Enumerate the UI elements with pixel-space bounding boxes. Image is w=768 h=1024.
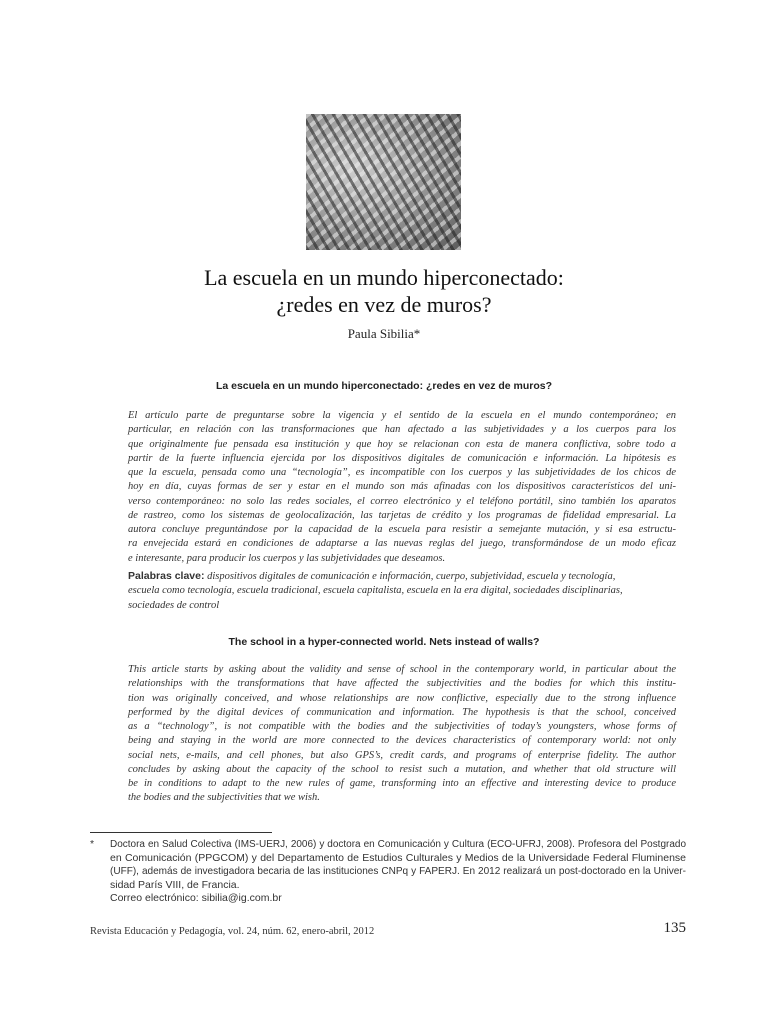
abstract-es-line: autora concluye preguntándose por la capacidad de la escuela para resistir a semejante mutación, y si esa estructu- — [128, 524, 676, 535]
footnote-line: (UFF), además de investigadora becaria de las instituciones CNPq y FAPERJ. En 2012 realizará un post-doctorado en la Univer- — [110, 866, 686, 877]
abstract-en-line: performed by the digital devices of communication and information. The hypothesis is that the school, conceived — [128, 706, 676, 718]
abstract-en-line: the bodies and the subjectivities that we wish. — [128, 792, 320, 804]
abstract-en-line: being and staying in the world are more connected to the devices characteristics of contemporary world: not only — [128, 735, 676, 747]
abstract-en-line: relationships with the transformations that have affected the subjectivities and the bodies for which this institu- — [128, 678, 676, 690]
author-name: Paula Sibilia* — [347, 326, 421, 341]
abstract-es-line: partir de la fuerte influencia ejercida por los dispositivos digitales de comunicación e información. La hipótesis es — [128, 452, 676, 464]
abstract-es-line: de rastreo, como los sistemas de geolocalización, las tarjetas de crédito y los programas de fidelidad empresarial. La — [128, 509, 676, 521]
abstract-es-line: que la escuela, pensada como una “tecnología”, es incompatible con los cuerpos y las subjetividades de los chicos de — [128, 467, 676, 478]
keywords-line: escuela como tecnología, escuela tradicional, escuela capitalista, escuela en la era digital, sociedades disciplinarias, — [128, 585, 623, 597]
abstract-en-line: concludes by asking about the capacity of the school to resist such a mutation, and whether that old structure will — [128, 763, 676, 775]
abstract-es-line: ra envejecida estará en condiciones de adaptarse a las nuevas reglas del juego, transformándose de un modo eficaz — [128, 538, 676, 550]
title-line-1: La escuela en un mundo hiperconectado: — [204, 265, 564, 290]
keywords — [128, 569, 676, 613]
abstract-es-line: hoy en día, cuyas formas de ser y estar en el mundo son más afinadas con los dispositivos característicos del uni- — [128, 481, 676, 493]
abstract-es-line: e interesante, para producir los cuerpos y las subjetividades que deseamos. — [128, 552, 446, 564]
article-title — [90, 264, 678, 318]
abstract-es-line: verso contemporáneo: no solo las redes sociales, el correo electrónico y el teléfono portátil, sino también los aparatos — [128, 495, 676, 507]
abstract-es-line: particular, en relación con las transformaciones que han afectado a las subjetividades y a los cuerpos para los — [128, 424, 676, 436]
abstract-en-line: be in conditions to adapt to the new rules of game, transforming into an effective and interesting device to produce — [128, 778, 676, 789]
footnote-mark: * — [90, 838, 95, 850]
footnote-line: en Comunicación (PPGCOM) y del Departamento de Estudios Culturales y Medios de la Universidade Federal Fluminense — [110, 851, 686, 864]
keywords-label: Palabras clave: — [128, 570, 205, 582]
title-line-2: ¿redes en vez de muros? — [276, 292, 492, 317]
abstract-es-body — [128, 409, 676, 566]
abstract-en-line: This article starts by asking about the validity and sense of school in the contemporary world, in particular about the — [128, 664, 676, 675]
abstract-en-body — [128, 663, 676, 806]
header-image — [306, 114, 461, 250]
abstract-en-line: tion was originally conceived, and whose relationships are now conflictive, especially due to the strong influence — [128, 692, 676, 704]
page-number: 135 — [663, 920, 686, 936]
abstract-es-line: que originalmente fue pensada esa institución y que hoy se relacionan con esta de manera conflictiva, sobre todo a — [128, 438, 676, 450]
journal-citation: Revista Educación y Pedagogía, vol. 24, núm. 62, enero-abril, 2012 — [90, 926, 375, 937]
abstract-en-heading: The school in a hyper-connected world. Nets instead of walls? — [228, 636, 540, 648]
keywords-line: sociedades de control — [128, 599, 220, 611]
footnote-divider — [90, 832, 272, 833]
keywords-line: dispositivos digitales de comunicación e información, cuerpo, subjetividad, escuela y tecnología, — [207, 571, 616, 582]
footnote-line: Doctora en Salud Colectiva (IMS-UERJ, 2006) y doctora en Comunicación y Cultura (ECO-UFRJ, 2008). Profesora del Postgrado — [110, 839, 686, 850]
footnote-line: sidad París VIII, de Francia. — [110, 878, 240, 891]
abstract-es-line: El artículo parte de preguntarse sobre la vigencia y el sentido de la escuela en el mundo contemporáneo; en — [128, 410, 676, 421]
footnote — [90, 838, 686, 906]
abstract-en-line: social nets, e-mails, and cell phones, but also GPS’s, credit cards, and programs of enterprise fidelity. The author — [128, 749, 676, 761]
footnote-email: Correo electrónico: sibilia@ig.com.br — [110, 892, 282, 904]
abstract-es-heading: La escuela en un mundo hiperconectado: ¿redes en vez de muros? — [215, 380, 553, 392]
abstract-en-line: as a “technology”, is not compatible with the bodies and the subjectivities of today’s youngsters, whose forms of — [128, 721, 676, 732]
